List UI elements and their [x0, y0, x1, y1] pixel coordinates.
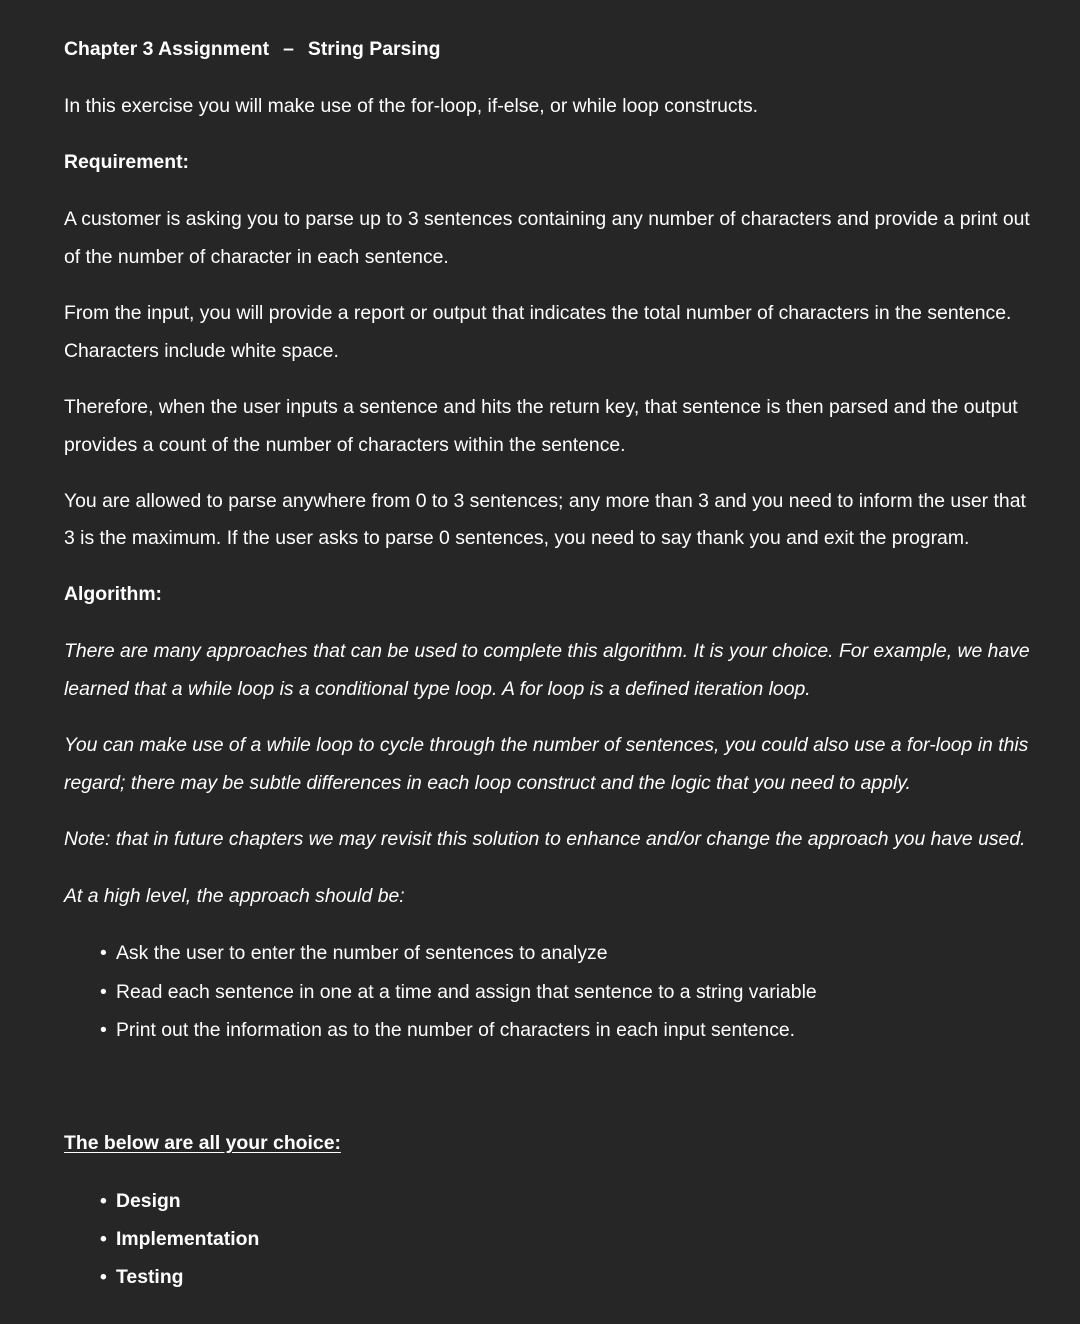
bullet-glyph: •: [100, 1190, 107, 1212]
document-title: [64, 37, 440, 61]
algorithm-p2-line2: regard; there may be subtle differences in each loop construct and the logic that you need to apply.: [64, 772, 911, 794]
requirement-p3-line2: provides a count of the number of characters within the sentence.: [64, 434, 626, 456]
algorithm-note: Note: that in future chapters we may revisit this solution to enhance and/or change the approach you have used.: [64, 828, 1026, 850]
choice-bullet-text: Testing: [116, 1266, 184, 1288]
algorithm-p2-line1: You can make use of a while loop to cycle through the number of sentences, you could also use a for-loop in this: [64, 734, 1029, 756]
bullet-glyph: •: [100, 1266, 107, 1288]
choice-bullet: [100, 1265, 184, 1289]
algorithm-p1-line1: There are many approaches that can be used to complete this algorithm. It is your choice. For example, we have: [64, 640, 1030, 662]
title-topic: String Parsing: [307, 38, 441, 60]
choice-heading: The below are all your choice:: [64, 1132, 341, 1154]
requirement-p3-line1: Therefore, when the user inputs a sentence and hits the return key, that sentence is then parsed and the output: [64, 396, 1018, 418]
requirement-p4-line2: 3 is the maximum. If the user asks to parse 0 sentences, you need to say thank you and exit the program.: [64, 527, 970, 549]
requirement-p2-line1: From the input, you will provide a report or output that indicates the total number of characters in the sentence.: [64, 302, 1012, 324]
requirement-p2-line2: Characters include white space.: [64, 340, 339, 362]
approach-bullet-text: Read each sentence in one at a time and assign that sentence to a string variable: [116, 981, 817, 1003]
requirement-p4-line1: You are allowed to parse anywhere from 0 to 3 sentences; any more than 3 and you need to inform the user that: [64, 490, 1026, 512]
algorithm-approach-intro: At a high level, the approach should be:: [64, 885, 405, 907]
requirement-p1-line2: of the number of character in each sentence.: [64, 246, 449, 268]
title-dash: –: [283, 38, 294, 60]
approach-bullet: [100, 1018, 795, 1042]
choice-bullet: [100, 1227, 259, 1251]
choice-bullet: [100, 1189, 181, 1213]
algorithm-p1-line2: learned that a while loop is a conditional type loop. A for loop is a defined iteration loop.: [64, 678, 811, 700]
approach-bullet-text: Ask the user to enter the number of sentences to analyze: [116, 942, 608, 964]
approach-bullet: [100, 941, 608, 965]
intro-text: In this exercise you will make use of the for-loop, if-else, or while loop constructs.: [64, 95, 759, 117]
bullet-glyph: •: [100, 1019, 107, 1041]
title-chapter: Chapter 3 Assignment: [64, 38, 270, 60]
bullet-glyph: •: [100, 942, 107, 964]
approach-bullet: [100, 980, 817, 1004]
bullet-glyph: •: [100, 981, 107, 1003]
algorithm-heading: Algorithm:: [64, 583, 163, 605]
requirement-heading: Requirement:: [64, 151, 189, 173]
choice-bullet-text: Design: [116, 1190, 181, 1212]
requirement-p1-line1: A customer is asking you to parse up to 3 sentences containing any number of characters and provide a print out: [64, 208, 1030, 230]
approach-bullet-text: Print out the information as to the number of characters in each input sentence.: [116, 1019, 796, 1041]
bullet-glyph: •: [100, 1228, 107, 1250]
choice-bullet-text: Implementation: [116, 1228, 260, 1250]
